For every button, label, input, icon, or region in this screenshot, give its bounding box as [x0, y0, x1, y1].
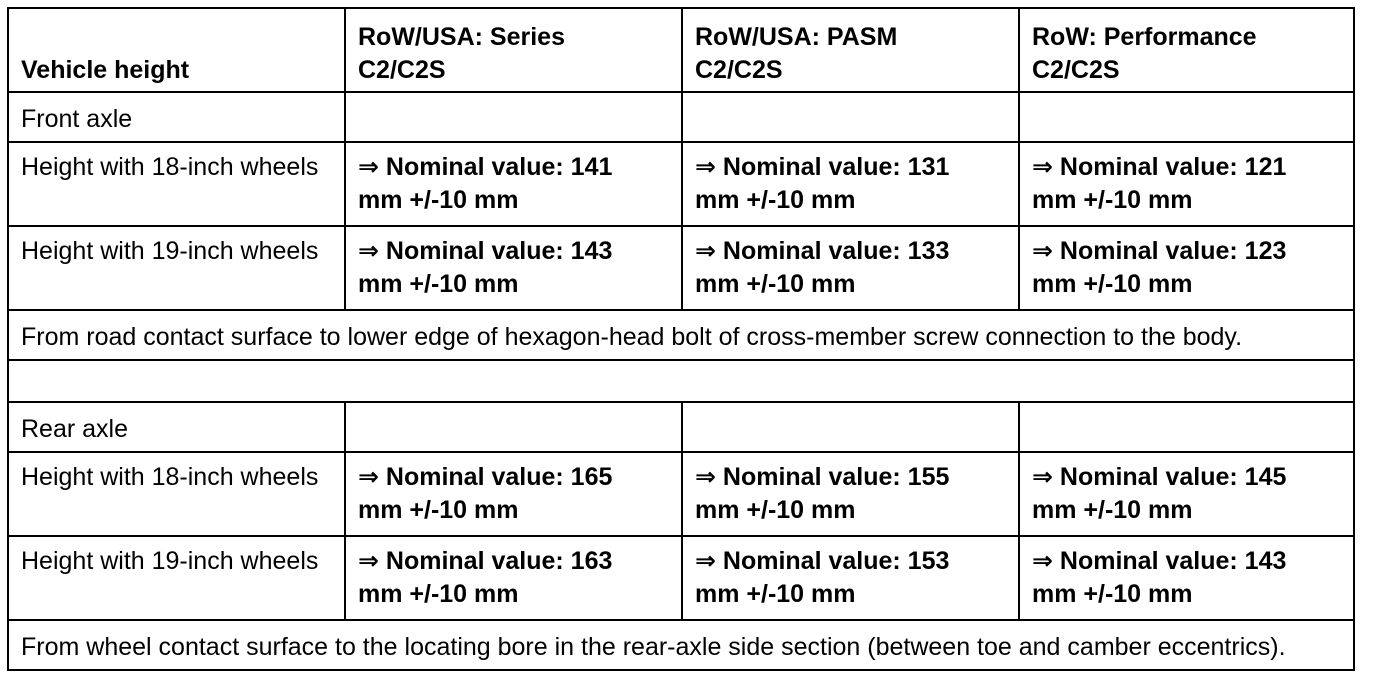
- header-performance-line2: C2/C2S: [1032, 56, 1120, 84]
- value-cell: [1019, 452, 1354, 536]
- tolerance: mm +/-10 mm: [358, 270, 519, 298]
- arrow-icon: ⇒: [1032, 463, 1053, 491]
- nominal-value: Nominal value: 155: [722, 463, 950, 491]
- rear-row-18-inch: [8, 452, 1354, 536]
- header-vehicle-height-text: Vehicle height: [21, 56, 190, 84]
- header-performance-line1: RoW: Performance: [1032, 23, 1257, 51]
- rear-row-19-inch: [8, 536, 1354, 620]
- empty-cell: [345, 402, 682, 452]
- arrow-icon: ⇒: [358, 463, 379, 491]
- empty-cell: [682, 92, 1019, 142]
- front-note-row: [8, 310, 1354, 360]
- value-cell: [345, 142, 682, 226]
- value-cell: [1019, 142, 1354, 226]
- value-cell: [682, 142, 1019, 226]
- arrow-icon: ⇒: [1032, 153, 1053, 181]
- empty-cell: [1019, 402, 1354, 452]
- arrow-icon: ⇒: [695, 463, 716, 491]
- header-row: [8, 8, 1354, 92]
- front-axle-title: Front axle: [8, 92, 345, 142]
- header-pasm: [682, 8, 1019, 92]
- tolerance: mm +/-10 mm: [1032, 496, 1193, 524]
- arrow-icon: ⇒: [695, 547, 716, 575]
- nominal-value: Nominal value: 165: [385, 463, 613, 491]
- tolerance: mm +/-10 mm: [695, 270, 856, 298]
- nominal-value: Nominal value: 153: [722, 547, 950, 575]
- tolerance: mm +/-10 mm: [358, 580, 519, 608]
- tolerance: mm +/-10 mm: [695, 580, 856, 608]
- value-cell: [1019, 226, 1354, 310]
- row-label: Height with 19-inch wheels: [8, 536, 345, 620]
- header-vehicle-height: [8, 8, 345, 92]
- header-pasm-line1: RoW/USA: PASM: [695, 23, 898, 51]
- tolerance: mm +/-10 mm: [695, 496, 856, 524]
- nominal-value: Nominal value: 163: [385, 547, 613, 575]
- arrow-icon: ⇒: [695, 153, 716, 181]
- header-series-line2: C2/C2S: [358, 56, 446, 84]
- value-cell: [682, 452, 1019, 536]
- rear-note-row: [8, 620, 1354, 670]
- nominal-value: Nominal value: 143: [1059, 547, 1287, 575]
- value-cell: [345, 452, 682, 536]
- spacer-row: [8, 360, 1354, 402]
- tolerance: mm +/-10 mm: [695, 186, 856, 214]
- header-series: [345, 8, 682, 92]
- value-cell: [345, 536, 682, 620]
- front-axle-section-row: [8, 92, 1354, 142]
- arrow-icon: ⇒: [695, 237, 716, 265]
- rear-axle-title: Rear axle: [8, 402, 345, 452]
- empty-cell: [8, 360, 1354, 402]
- arrow-icon: ⇒: [1032, 547, 1053, 575]
- value-cell: [682, 226, 1019, 310]
- arrow-icon: ⇒: [358, 153, 379, 181]
- rear-axle-section-row: [8, 402, 1354, 452]
- row-label: Height with 19-inch wheels: [8, 226, 345, 310]
- front-axle-note: From road contact surface to lower edge of hexagon-head bolt of cross-member screw connection to the body.: [8, 310, 1354, 360]
- header-pasm-line2: C2/C2S: [695, 56, 783, 84]
- nominal-value: Nominal value: 143: [385, 237, 613, 265]
- value-cell: [682, 536, 1019, 620]
- empty-cell: [1019, 92, 1354, 142]
- nominal-value: Nominal value: 141: [385, 153, 613, 181]
- front-row-18-inch: [8, 142, 1354, 226]
- tolerance: mm +/-10 mm: [1032, 580, 1193, 608]
- vehicle-height-table: [7, 7, 1355, 671]
- nominal-value: Nominal value: 131: [722, 153, 950, 181]
- tolerance: mm +/-10 mm: [358, 496, 519, 524]
- arrow-icon: ⇒: [1032, 237, 1053, 265]
- nominal-value: Nominal value: 123: [1059, 237, 1287, 265]
- row-label: Height with 18-inch wheels: [8, 452, 345, 536]
- front-row-19-inch: [8, 226, 1354, 310]
- value-cell: [1019, 536, 1354, 620]
- header-performance: [1019, 8, 1354, 92]
- tolerance: mm +/-10 mm: [358, 186, 519, 214]
- nominal-value: Nominal value: 121: [1059, 153, 1287, 181]
- header-series-line1: RoW/USA: Series: [358, 23, 565, 51]
- value-cell: [345, 226, 682, 310]
- arrow-icon: ⇒: [358, 237, 379, 265]
- tolerance: mm +/-10 mm: [1032, 270, 1193, 298]
- empty-cell: [345, 92, 682, 142]
- arrow-icon: ⇒: [358, 547, 379, 575]
- empty-cell: [682, 402, 1019, 452]
- tolerance: mm +/-10 mm: [1032, 186, 1193, 214]
- row-label: Height with 18-inch wheels: [8, 142, 345, 226]
- nominal-value: Nominal value: 145: [1059, 463, 1287, 491]
- nominal-value: Nominal value: 133: [722, 237, 950, 265]
- rear-axle-note: From wheel contact surface to the locating bore in the rear-axle side section (between toe and camber eccentrics).: [8, 620, 1354, 670]
